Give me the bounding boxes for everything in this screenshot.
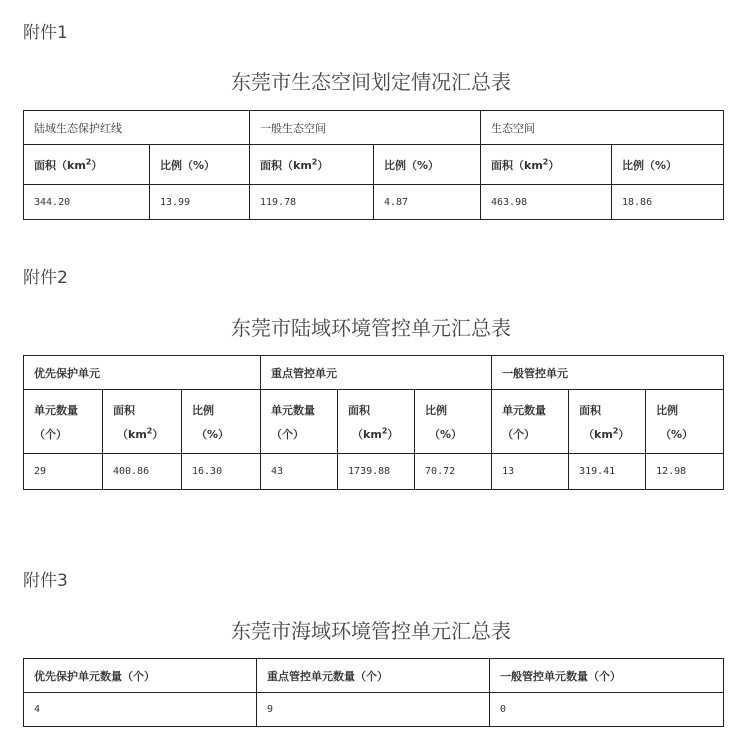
- table-row: [24, 693, 724, 727]
- ratio-header: 比例 （%）: [646, 390, 724, 454]
- table-cell: 16.30: [182, 454, 261, 490]
- table-header-row: [24, 111, 724, 145]
- group-header: 一般生态空间: [250, 111, 481, 145]
- unit-count-header: 单元数量 （个）: [24, 390, 103, 454]
- sea-control-unit-table: [23, 658, 724, 727]
- group-header: 生态空间: [481, 111, 724, 145]
- unit-count-header: 单元数量 （个）: [492, 390, 569, 454]
- attachment-2-title: 东莞市陆域环境管控单元汇总表: [231, 316, 511, 340]
- table-cell: 13: [492, 454, 569, 490]
- attachment-1-title: 东莞市生态空间划定情况汇总表: [231, 70, 511, 94]
- land-control-unit-table: [23, 355, 724, 490]
- area-header: 面积$(km^2)$: [24, 145, 150, 185]
- table-header-row: [24, 356, 724, 390]
- table-subheader-row: [24, 390, 724, 454]
- table-row: [24, 454, 724, 490]
- area-header: 面积$(km^2)$: [250, 145, 374, 185]
- attachment-2-label: 附件2: [23, 268, 68, 288]
- attachment-3-label: 附件3: [23, 571, 68, 591]
- group-header: 一般管控单元: [492, 356, 724, 390]
- area-header: 面积$(km^2)$: [481, 145, 612, 185]
- table-cell: 12.98: [646, 454, 724, 490]
- group-header: 一般管控单元数量（个）: [490, 659, 724, 693]
- table-cell: 0: [490, 693, 724, 727]
- ratio-header: 比例（%）: [150, 145, 250, 185]
- ratio-header: 比例（%）: [374, 145, 481, 185]
- unit-count-header: 单元数量 （个）: [261, 390, 338, 454]
- area-header: 面积 $(km^2)$: [569, 390, 646, 454]
- table-row: [24, 185, 724, 220]
- group-header: 重点管控单元数量（个）: [257, 659, 490, 693]
- table-subheader-row: [24, 145, 724, 185]
- table-cell: 13.99: [150, 185, 250, 220]
- table-cell: 463.98: [481, 185, 612, 220]
- table-cell: 18.86: [612, 185, 724, 220]
- table-cell: 400.86: [103, 454, 182, 490]
- table-cell: 4.87: [374, 185, 481, 220]
- group-header: 优先保护单元数量（个）: [24, 659, 257, 693]
- table-cell: 29: [24, 454, 103, 490]
- ratio-header: 比例 （%）: [182, 390, 261, 454]
- ecological-space-table: [23, 110, 724, 220]
- group-header: 重点管控单元: [261, 356, 492, 390]
- area-header: 面积 $(km^2)$: [338, 390, 415, 454]
- table-cell: 119.78: [250, 185, 374, 220]
- table-cell: 1739.88: [338, 454, 415, 490]
- table-cell: 4: [24, 693, 257, 727]
- area-header: 面积 $(km^2)$: [103, 390, 182, 454]
- attachment-3-title: 东莞市海域环境管控单元汇总表: [231, 619, 511, 643]
- table-cell: 43: [261, 454, 338, 490]
- ratio-header: 比例 （%）: [415, 390, 492, 454]
- table-cell: 319.41: [569, 454, 646, 490]
- group-header: 陆域生态保护红线: [24, 111, 250, 145]
- attachment-1-label: 附件1: [23, 23, 68, 43]
- group-header: 优先保护单元: [24, 356, 261, 390]
- ratio-header: 比例（%）: [612, 145, 724, 185]
- table-cell: 9: [257, 693, 490, 727]
- table-cell: 344.20: [24, 185, 150, 220]
- table-cell: 70.72: [415, 454, 492, 490]
- table-header-row: [24, 659, 724, 693]
